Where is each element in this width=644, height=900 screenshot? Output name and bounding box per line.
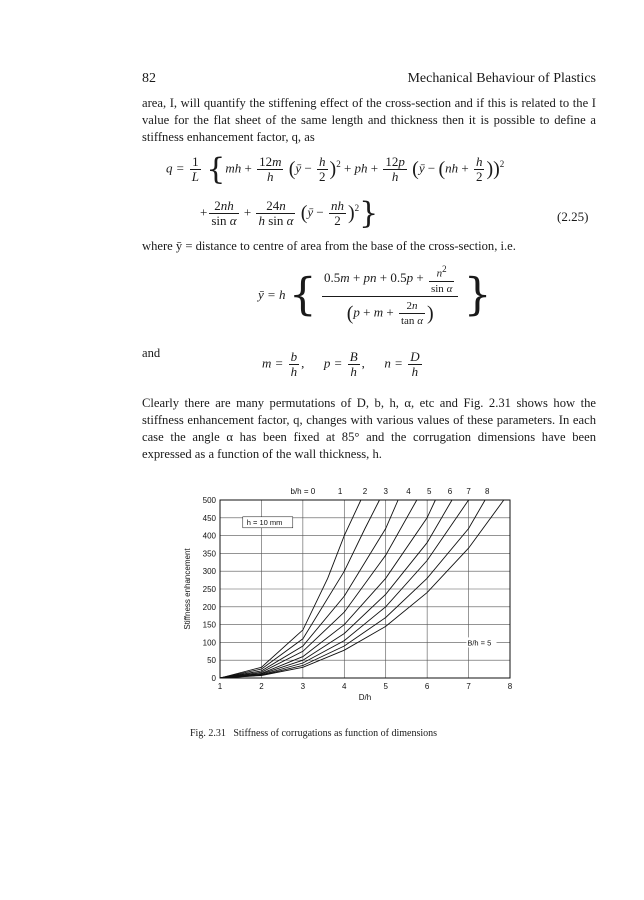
x-axis-label: D/h (358, 693, 372, 702)
equation-q-line1: q = $\frac{1}{L}$ {mh + $\frac{12m}{h}$ (ȳ − $\frac{h}{2}$ )$^2$ + ph + $\frac{12p}{h}$ (ȳ − (nh + $\frac{h}{2}$ ))$^2$ (166, 152, 505, 187)
top-label: 4 (406, 487, 411, 496)
top-label: 2 (362, 487, 368, 496)
y-tick-label: 500 (202, 496, 216, 505)
where-paragraph: where ȳ = distance to centre of area from the base of the cross-section, i.e. (142, 239, 516, 253)
top-label: 6 (447, 487, 453, 496)
y-tick-label: 200 (202, 602, 216, 612)
equation-number: (2.25) (557, 209, 589, 224)
x-tick-label: 1 (217, 682, 223, 691)
annotation-h: h = 10 mm (246, 517, 283, 527)
equation-q-line2: + $\frac{2nh}{\text{sin α}}$ + $\frac{24n}{\text{h sin α}}$ (ȳ − $\frac{nh}{2}$ )$^2$} (200, 196, 379, 231)
caption-text: Stiffness of corrugations as function of dimensions (233, 728, 438, 739)
y-tick-label: 400 (202, 531, 216, 541)
eq-m-def: m = (262, 355, 284, 371)
caption-label: Fig. 2.31 (190, 728, 226, 739)
eq-p-def: p = (323, 355, 343, 371)
intro-paragraph: area, I, will quantify the stiffening effect of the cross-section and if this is related to the I value for the flat sheet of the same length and thickness then it is possible to define a stiffness enhancement factor, q, as (142, 96, 596, 144)
eq-q-lhs: q = (166, 160, 185, 176)
y-tick-label: 150 (202, 620, 216, 630)
x-tick-label: 2 (259, 682, 264, 691)
page-number: 82 (142, 71, 156, 86)
top-label: 5 (426, 487, 432, 496)
eq-ybar-lhs: ȳ = h (258, 286, 286, 302)
equation-definitions: m = $\frac{b}{h}$ , p = $\frac{B}{h}$ , n = $\frac{D}{h}$ (262, 349, 420, 379)
y-tick-label: 350 (202, 549, 216, 559)
top-label: 1 (337, 487, 343, 496)
x-tick-label: 4 (342, 682, 347, 691)
y-tick-label: 300 (202, 567, 216, 577)
top-label: 3 (383, 487, 388, 496)
x-tick-label: 8 (507, 682, 513, 691)
y-tick-label: 250 (202, 585, 216, 594)
top-label: 8 (484, 487, 490, 496)
y-tick-label: 450 (202, 513, 216, 523)
x-tick-label: 3 (300, 682, 306, 691)
figure-caption (190, 728, 437, 739)
y-tick-label: 0 (211, 674, 216, 683)
top-label: 7 (466, 487, 471, 496)
eq-n-def: n = (384, 355, 403, 371)
y-tick-label: 100 (202, 638, 216, 648)
stiffness-chart (160, 478, 540, 718)
y-tick-label: 50 (207, 656, 216, 666)
running-head: Mechanical Behaviour of Plastics (407, 71, 596, 86)
clearly-paragraph: Clearly there are many permutations of D, b, h, α, etc and Fig. 2.31 shows how the stiffness enhancement factor, q, changes with various values of these parameters. In each case the angle α has been fixed at 85° and the corrugation dimensions have been expressed as a function of the wall thickness, h. (142, 396, 596, 461)
x-tick-label: 6 (424, 682, 430, 691)
and-text: and (142, 346, 161, 360)
y-axis-label: Stiffness enhancement (183, 548, 192, 630)
x-tick-label: 7 (466, 682, 471, 691)
x-tick-label: 5 (383, 682, 388, 691)
equation-ybar: ȳ = h { 0.5m + pn + 0.5p + $\frac{n^2}{\text{sin α}}$ (p + m + $\frac{2n}{\text{tan α}}$ ) } (258, 264, 492, 327)
annotation-b: B/h = 5 (467, 638, 492, 648)
top-label-prefix: b/h = 0 (290, 487, 316, 496)
